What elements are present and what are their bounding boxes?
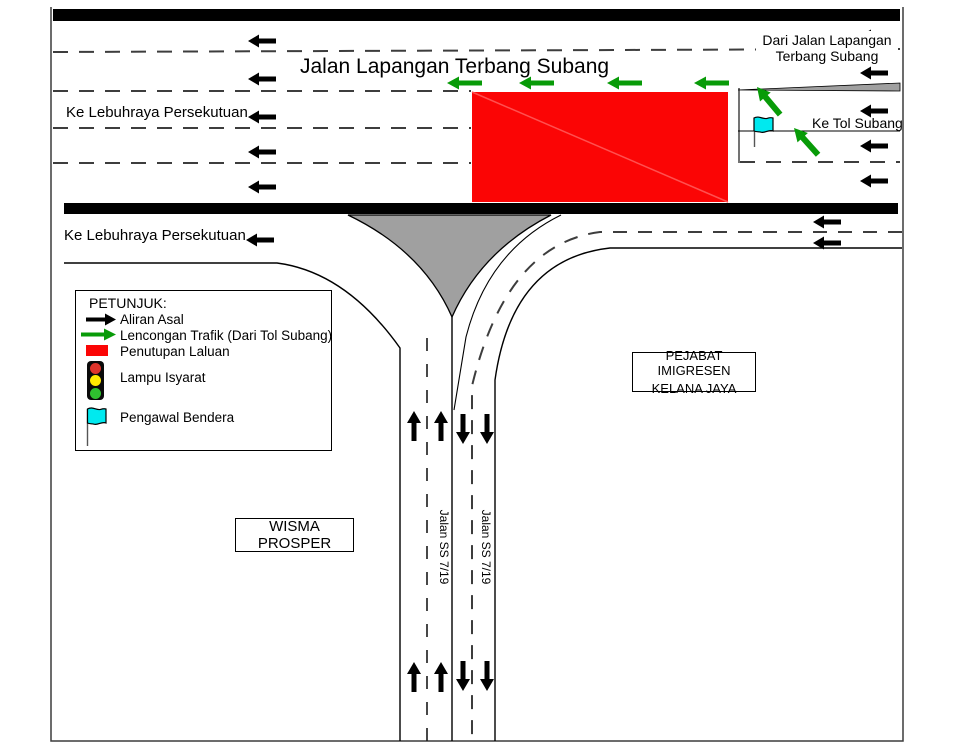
red-closure-swatch <box>86 345 108 356</box>
building-box-immigration <box>632 348 756 396</box>
building-box-wisma <box>235 518 354 552</box>
building-immigration-line1: PEJABAT IMIGRESEN <box>657 348 731 378</box>
legend-item-label: Lencongan Trafik (Dari Tol Subang) <box>120 328 333 343</box>
legend-item-label: Lampu Isyarat <box>120 370 206 385</box>
to-toll-label: Ke Tol Subang <box>812 115 903 131</box>
traffic-light-icon <box>87 361 104 400</box>
legend-item-label: Aliran Asal <box>120 312 184 327</box>
from-road-label <box>756 31 898 65</box>
building-immigration-line2: KELANA JAYA <box>651 381 737 396</box>
green-arrow-right-icon <box>81 328 116 341</box>
from-road-line1: Dari Jalan Lapangan <box>762 32 892 48</box>
vertical-road-label-left: Jalan SS 7/19 <box>437 504 451 590</box>
destination-label-bottom-left: Ke Lebuhraya Persekutuan <box>64 227 246 244</box>
from-road-line2: Terbang Subang <box>775 48 879 64</box>
legend-item-label: Pengawal Bendera <box>120 410 235 425</box>
closure-area <box>472 92 728 202</box>
median-kerb <box>64 203 898 214</box>
legend-item-label: Penutupan Laluan <box>120 344 230 359</box>
black-arrow-right-icon <box>86 313 116 326</box>
top-road-upper-kerb <box>53 9 900 21</box>
building-wisma-label: WISMA PROSPER <box>257 518 332 552</box>
legend-heading: PETUNJUK: <box>89 295 167 311</box>
flag-marker <box>754 117 773 147</box>
vertical-road-label-right: Jalan SS 7/19 <box>479 504 493 590</box>
legend-box <box>75 290 332 451</box>
road-title: Jalan Lapangan Terbang Subang <box>300 55 610 78</box>
flag-icon <box>86 406 108 448</box>
destination-label-top-left: Ke Lebuhraya Persekutuan <box>66 104 248 121</box>
